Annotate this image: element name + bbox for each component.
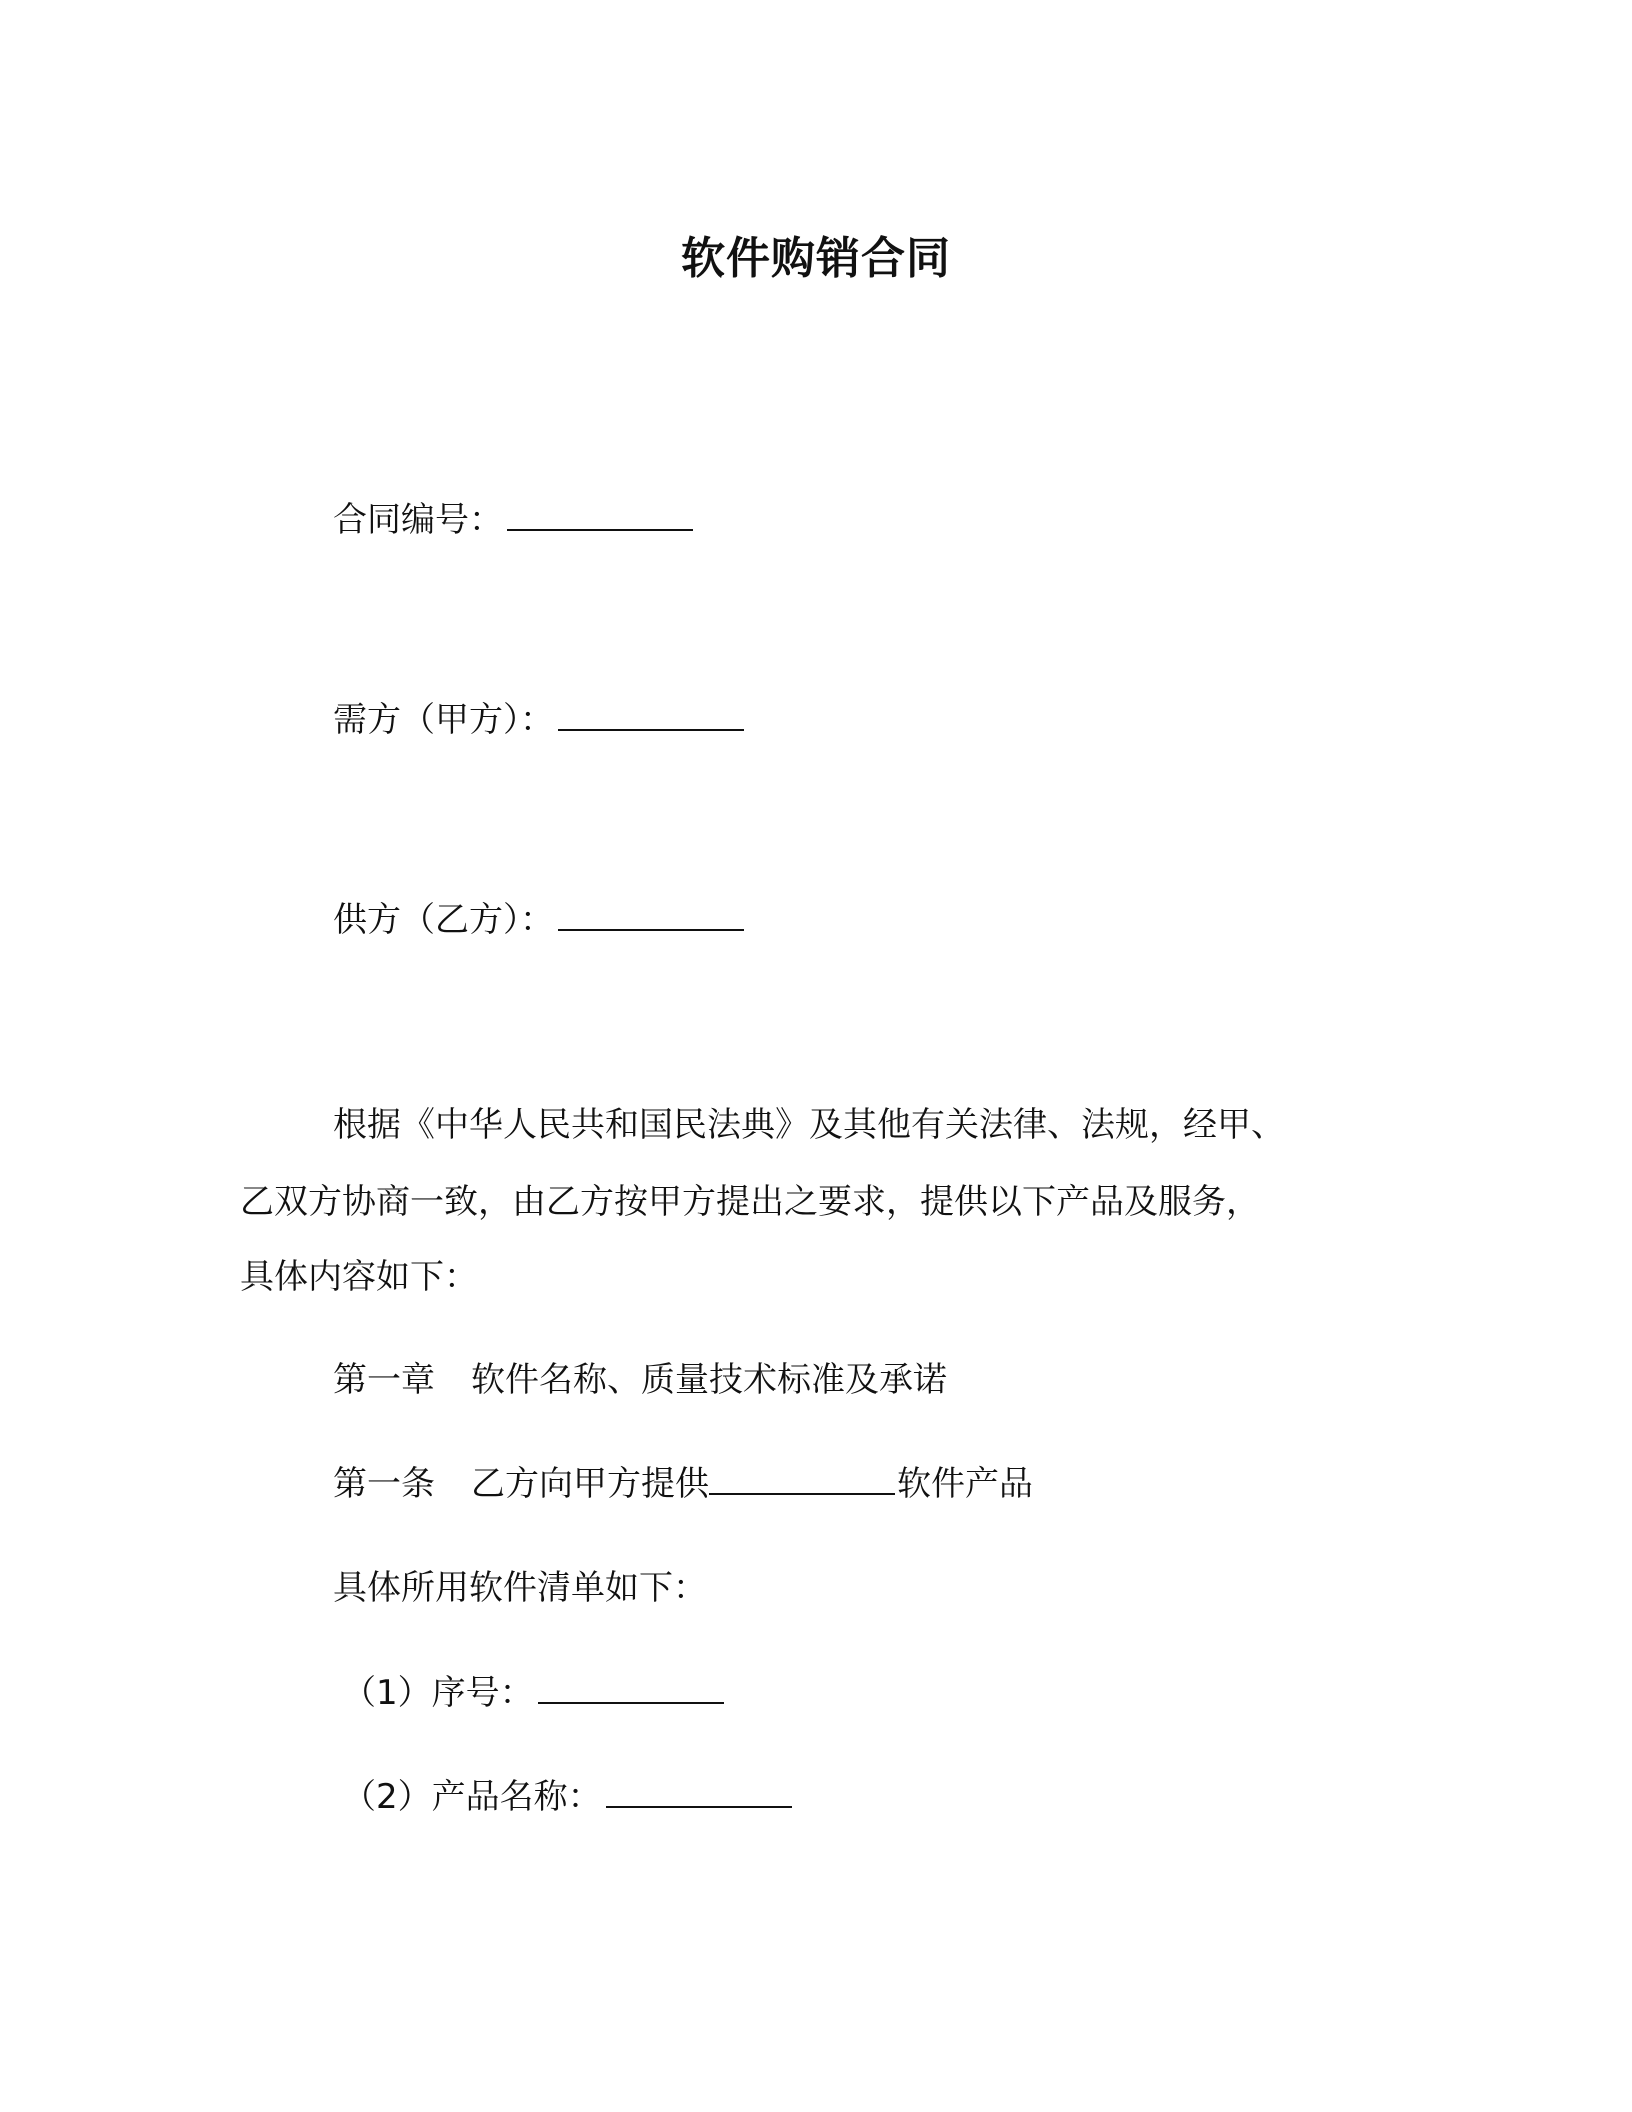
article-1-text-after: 软件产品 [897,1464,1033,1504]
article-1-text-before: 乙方向甲方提供 [471,1464,709,1504]
party-b-label: 供方（乙方）： [333,900,554,940]
chapter-1-title: 软件名称、质量技术标准及承诺 [471,1360,947,1400]
item-2-line [342,1775,792,1819]
party-b-line [333,898,744,942]
preamble-line-1: 根据《中华人民共和国民法典》及其他有关法律、法规，经甲、 [333,1105,1285,1145]
document-title: 软件购销合同 [681,233,951,284]
contract-number-blank[interactable] [507,501,693,531]
preamble-line-2: 乙双方协商一致，由乙方按甲方提出之要求，提供以下产品及服务， [240,1182,1260,1222]
product-name-blank[interactable] [606,1778,792,1808]
preamble-line-3: 具体内容如下： [240,1257,478,1297]
chapter-1-label: 第一章 [333,1360,435,1400]
party-b-blank[interactable] [558,901,744,931]
item-1-label: （1）序号： [342,1673,534,1713]
list-intro: 具体所用软件清单如下： [333,1568,707,1608]
party-a-label: 需方（甲方）： [333,700,554,740]
contract-number-label: 合同编号： [333,500,503,540]
party-a-line [333,698,744,742]
item-1-line [342,1671,724,1715]
party-a-blank[interactable] [558,701,744,731]
software-name-blank[interactable] [709,1465,895,1495]
article-1-line [333,1462,1033,1506]
chapter-1-heading [333,1358,947,1402]
contract-number-line [333,498,693,542]
article-1-label: 第一条 [333,1464,435,1504]
serial-number-blank[interactable] [538,1674,724,1704]
item-2-label: （2）产品名称： [342,1777,602,1817]
